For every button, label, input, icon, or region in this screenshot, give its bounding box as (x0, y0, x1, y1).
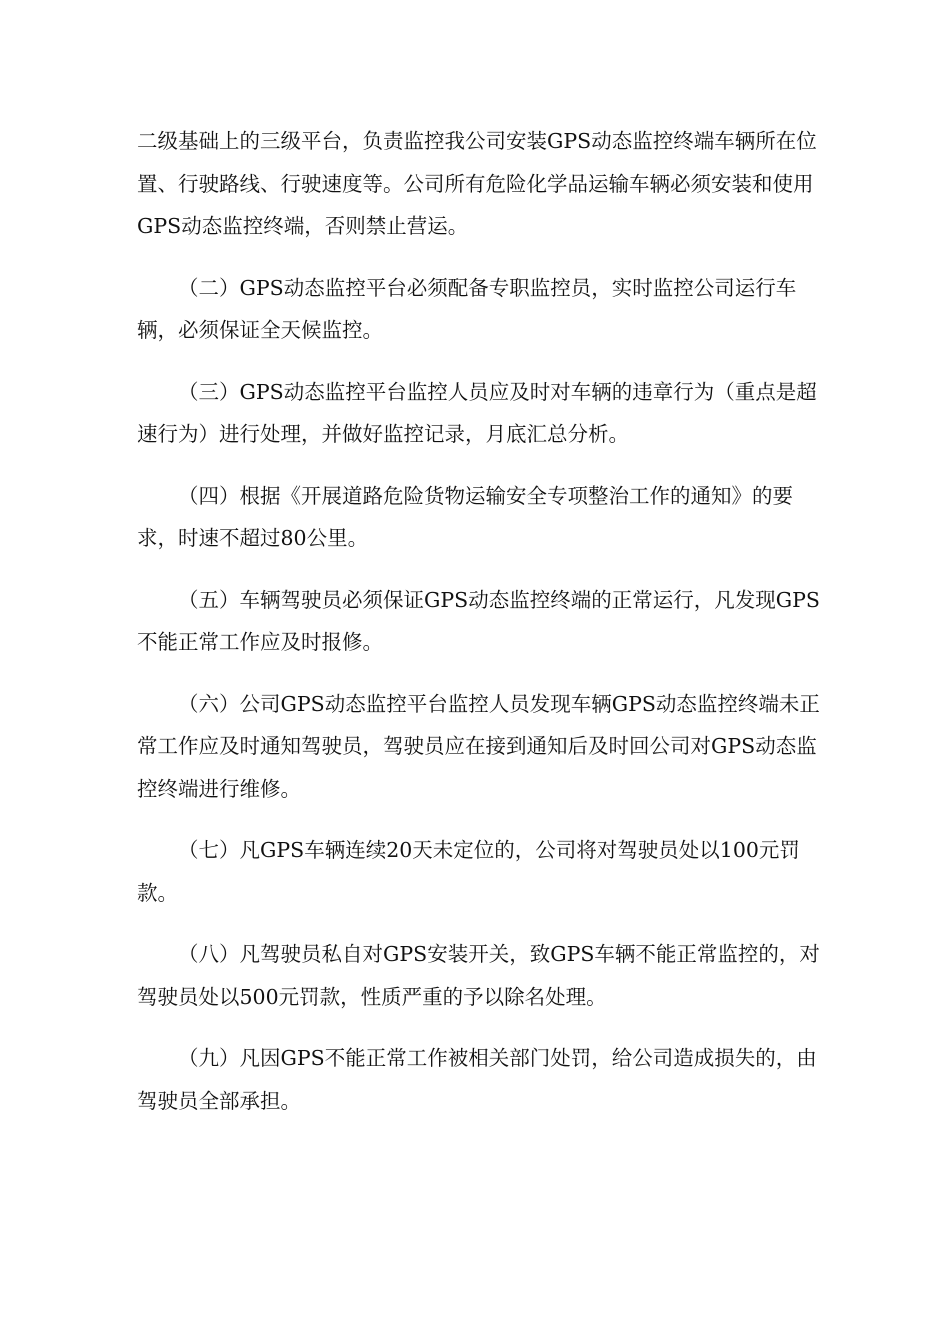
paragraph-item-6: （六）公司GPS动态监控平台监控人员发现车辆GPS动态监控终端未正常工作应及时通知驾驶员，驾驶员应在接到通知后及时回公司对GPS动态监控终端进行维修。 (137, 691, 820, 801)
paragraph-item-3: （三）GPS动态监控平台监控人员应及时对车辆的违章行为（重点是超速行为）进行处理，并做好监控记录，月底汇总分析。 (137, 379, 817, 446)
paragraph-item-2: （二）GPS动态监控平台必须配备专职监控员，实时监控公司运行车辆，必须保证全天候监控。 (137, 275, 797, 342)
paragraph-item-9: （九）凡因GPS不能正常工作被相关部门处罚，给公司造成损失的，由驾驶员全部承担。 (137, 1046, 817, 1113)
paragraph-item-8: （八）凡驾驶员私自对GPS安装开关，致GPS车辆不能正常监控的，对驾驶员处以500元罚款，性质严重的予以除名处理。 (137, 942, 820, 1009)
paragraph-item-7: （七）凡GPS车辆连续20天未定位的，公司将对驾驶员处以100元罚款。 (137, 838, 800, 905)
document-body (137, 120, 821, 1141)
paragraph-item-5: （五）车辆驾驶员必须保证GPS动态监控终端的正常运行，凡发现GPS不能正常工作应及时报修。 (137, 587, 820, 654)
paragraph-item-4: （四）根据《开展道路危险货物运输安全专项整治工作的通知》的要求，时速不超过80公里。 (137, 483, 793, 550)
paragraph-continuation: 二级基础上的三级平台，负责监控我公司安装GPS动态监控终端车辆所在位置、行驶路线、行驶速度等。公司所有危险化学品运输车辆必须安装和使用GPS动态监控终端，否则禁止营运。 (137, 129, 817, 238)
